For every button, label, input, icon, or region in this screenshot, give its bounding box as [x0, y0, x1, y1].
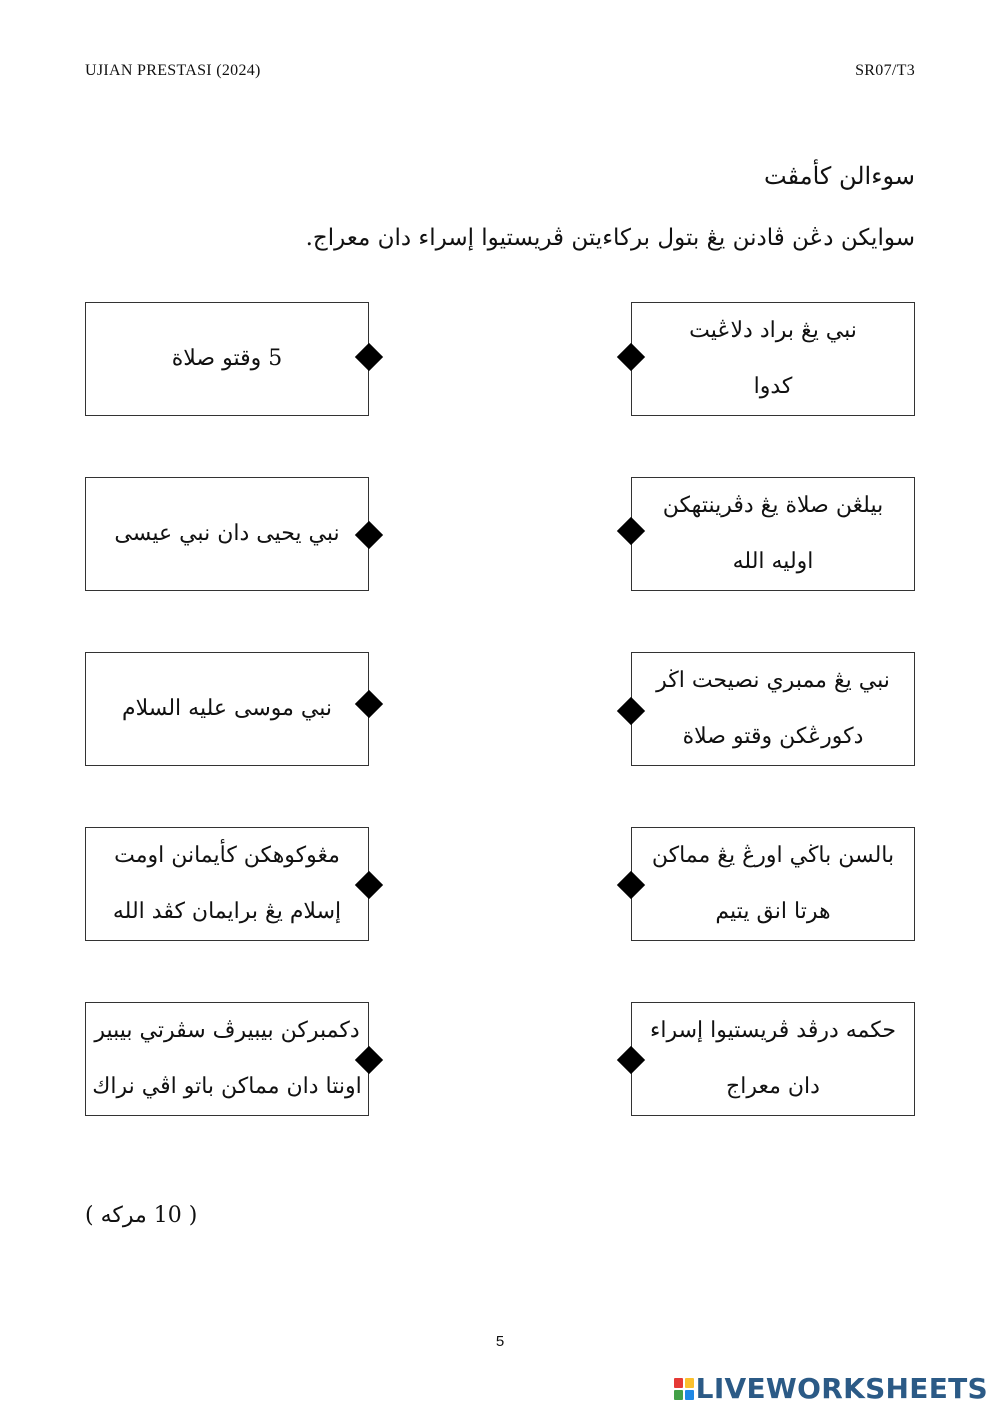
- header-exam-title: UJIAN PRESTASI (2024): [85, 62, 261, 79]
- header-paper-code: SR07/T3: [855, 62, 915, 79]
- brand-text: LIVEWORKSHEETS: [695, 1372, 988, 1405]
- box-text: اوليه الله: [732, 549, 814, 574]
- match-box-right-2[interactable]: [631, 477, 915, 591]
- match-box-left-3[interactable]: [85, 652, 369, 766]
- box-text: دكورڠكن وقتو صلاة: [682, 724, 864, 749]
- box-text: نبي موسى عليه السلام: [121, 696, 333, 721]
- match-box-right-5[interactable]: [631, 1002, 915, 1116]
- box-text: بيلڠن صلاة يڠ دڤرينتهكن: [662, 493, 884, 518]
- box-text: حكمه درڤد ڤريستيوا إسراء: [649, 1018, 897, 1043]
- match-box-right-1[interactable]: [631, 302, 915, 416]
- liveworksheets-logo-icon: [674, 1378, 694, 1400]
- box-text: دكمبركن بيبيرڤ سڤرتي بيبير: [94, 1018, 360, 1043]
- box-text: إسلام يڠ برايمان كڤد الله: [112, 899, 342, 924]
- box-text: اونتا دان مماكن باتو اڤي نراك: [92, 1074, 362, 1099]
- box-text: 5 وقتو صلاة: [171, 346, 283, 371]
- box-text: نبي يڠ ممبري نصيحت اڬر: [656, 668, 890, 693]
- box-text: نبي يحيى دان نبي عيسى: [114, 521, 340, 546]
- match-box-left-5[interactable]: [85, 1002, 369, 1116]
- match-box-right-4[interactable]: [631, 827, 915, 941]
- box-text: هرتا انق يتيم: [715, 899, 831, 924]
- box-text: بالسن باڬي اورڠ يڠ مماكن: [651, 843, 895, 868]
- match-box-left-1[interactable]: [85, 302, 369, 416]
- box-text: نبي يڠ براد دلاڠيت: [689, 318, 857, 343]
- box-text: كدوا: [753, 374, 793, 399]
- match-box-left-2[interactable]: [85, 477, 369, 591]
- page-number: 5: [495, 1333, 505, 1350]
- question-instruction: سوايكن دڠن ڤادنن يڠ بتول بركاءيتن ڤريستيوا إسراء دان معراج.: [305, 225, 915, 251]
- marks-label: ( 10 مركه ): [85, 1203, 198, 1228]
- match-box-right-3[interactable]: [631, 652, 915, 766]
- box-text: مڠوكوهكن كأيمانن اومت: [114, 843, 340, 868]
- liveworksheets-brand: [674, 1372, 988, 1405]
- match-box-left-4[interactable]: [85, 827, 369, 941]
- box-text: دان معراج: [726, 1074, 820, 1099]
- question-title: سوءالن كأمڤت: [764, 162, 915, 190]
